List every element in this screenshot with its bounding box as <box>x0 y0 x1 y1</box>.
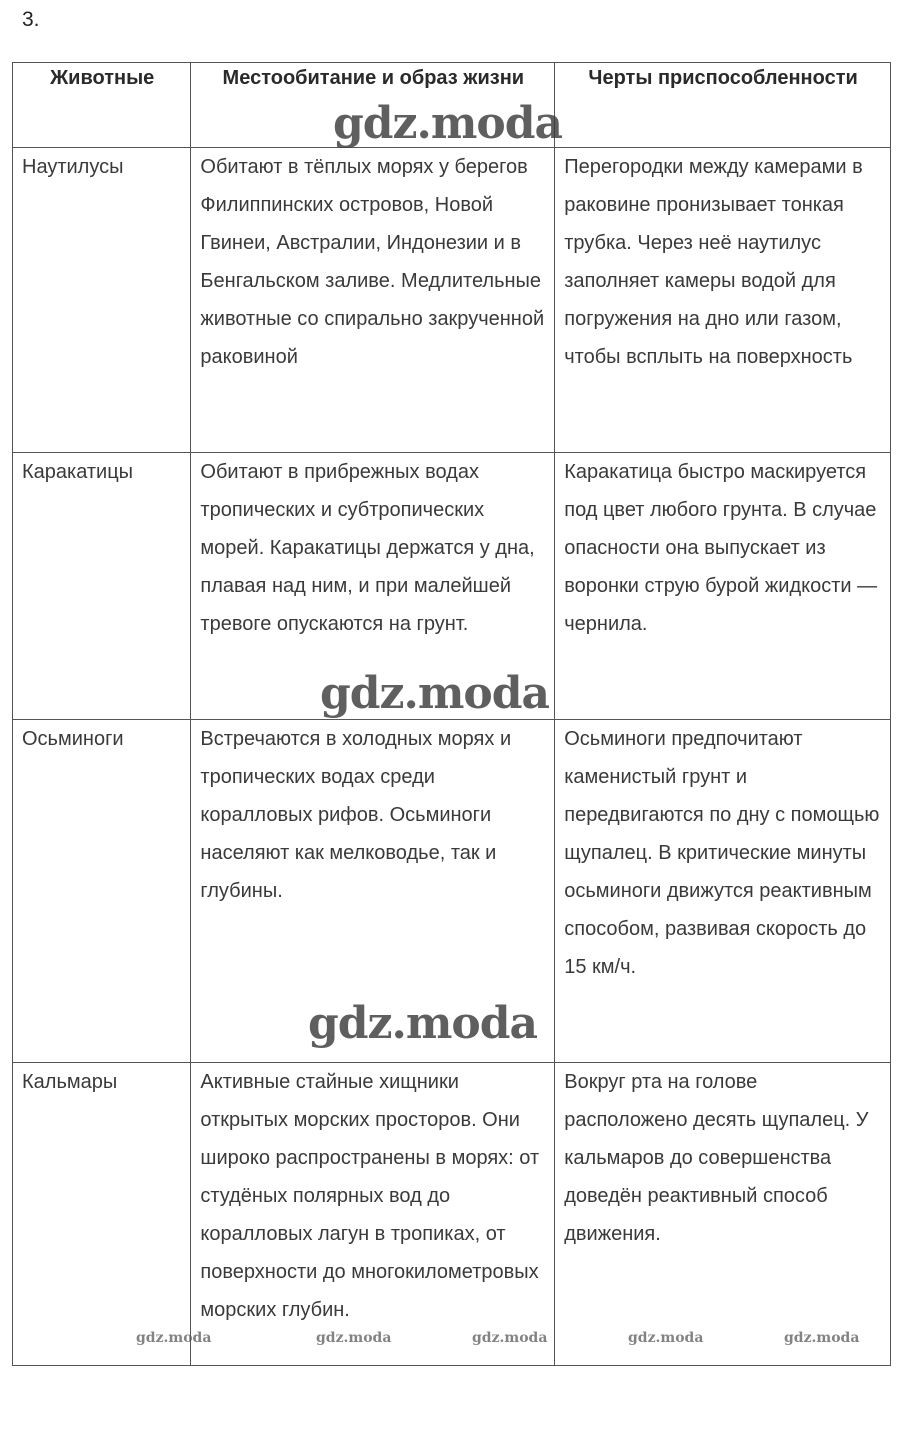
adaptations-cell: Вокруг рта на голове расположено десять щупалец. У кальмаров до совершенства доведён реактивный способ движения. <box>555 1063 891 1366</box>
adaptations-cell: Перегородки между камерами в раковине пронизывает тонкая трубка. Через неё наутилус заполняет камеры водой для погружения на дно или газом, чтобы всплыть на поверхность <box>555 148 891 453</box>
task-number: 3. <box>22 8 40 31</box>
header-animals: Животные <box>13 63 191 148</box>
table-row <box>13 453 891 720</box>
watermark: gdz.moda <box>320 668 550 719</box>
table-row <box>13 720 891 1063</box>
watermark-small: gdz.moda <box>136 1330 212 1346</box>
animal-cell: Наутилусы <box>13 148 191 453</box>
watermark-small: gdz.moda <box>472 1330 548 1346</box>
habitat-cell: Обитают в тёплых морях у берегов Филиппинских островов, Новой Гвинеи, Австралии, Индонезии и в Бенгальском заливе. Медлительные животные со спирально закрученной раковиной <box>191 148 555 453</box>
watermark: gdz.moda <box>333 98 563 149</box>
table-header-row <box>13 63 891 148</box>
animal-cell: Каракатицы <box>13 453 191 720</box>
header-adaptations: Черты приспособленности <box>555 63 891 148</box>
table-row <box>13 148 891 453</box>
watermark: gdz.moda <box>308 998 538 1049</box>
header-habitat: Местообитание и образ жизни <box>191 63 555 148</box>
habitat-cell: Обитают в прибрежных водах тропических и субтропических морей. Каракатицы держатся у дна, плавая над ним, и при малейшей тревоге опускаются на грунт. <box>191 453 555 720</box>
habitat-cell: Встречаются в холодных морях и тропических водах среди коралловых рифов. Осьминоги населяют как мелководье, так и глубины. <box>191 720 555 1063</box>
adaptations-cell: Осьминоги предпочитают каменистый грунт и передвигаются по дну с помощью щупалец. В критические минуты осьминоги движутся реактивным способом, развивая скорость до 15 км/ч. <box>555 720 891 1063</box>
animal-cell: Кальмары <box>13 1063 191 1366</box>
animals-table <box>12 62 891 1366</box>
habitat-cell: Активные стайные хищники открытых морских просторов. Они широко распространены в морях: от студёных полярных вод до коралловых лагун в тропиках, от поверхности до многокилометровых морских глубин. <box>191 1063 555 1366</box>
adaptations-cell: Каракатица быстро маскируется под цвет любого грунта. В случае опасности она выпускает из воронки струю бурой жидкости — чернила. <box>555 453 891 720</box>
watermark-small: gdz.moda <box>628 1330 704 1346</box>
watermark-small: gdz.moda <box>316 1330 392 1346</box>
animal-cell: Осьминоги <box>13 720 191 1063</box>
watermark-small: gdz.moda <box>784 1330 860 1346</box>
table-row <box>13 1063 891 1366</box>
